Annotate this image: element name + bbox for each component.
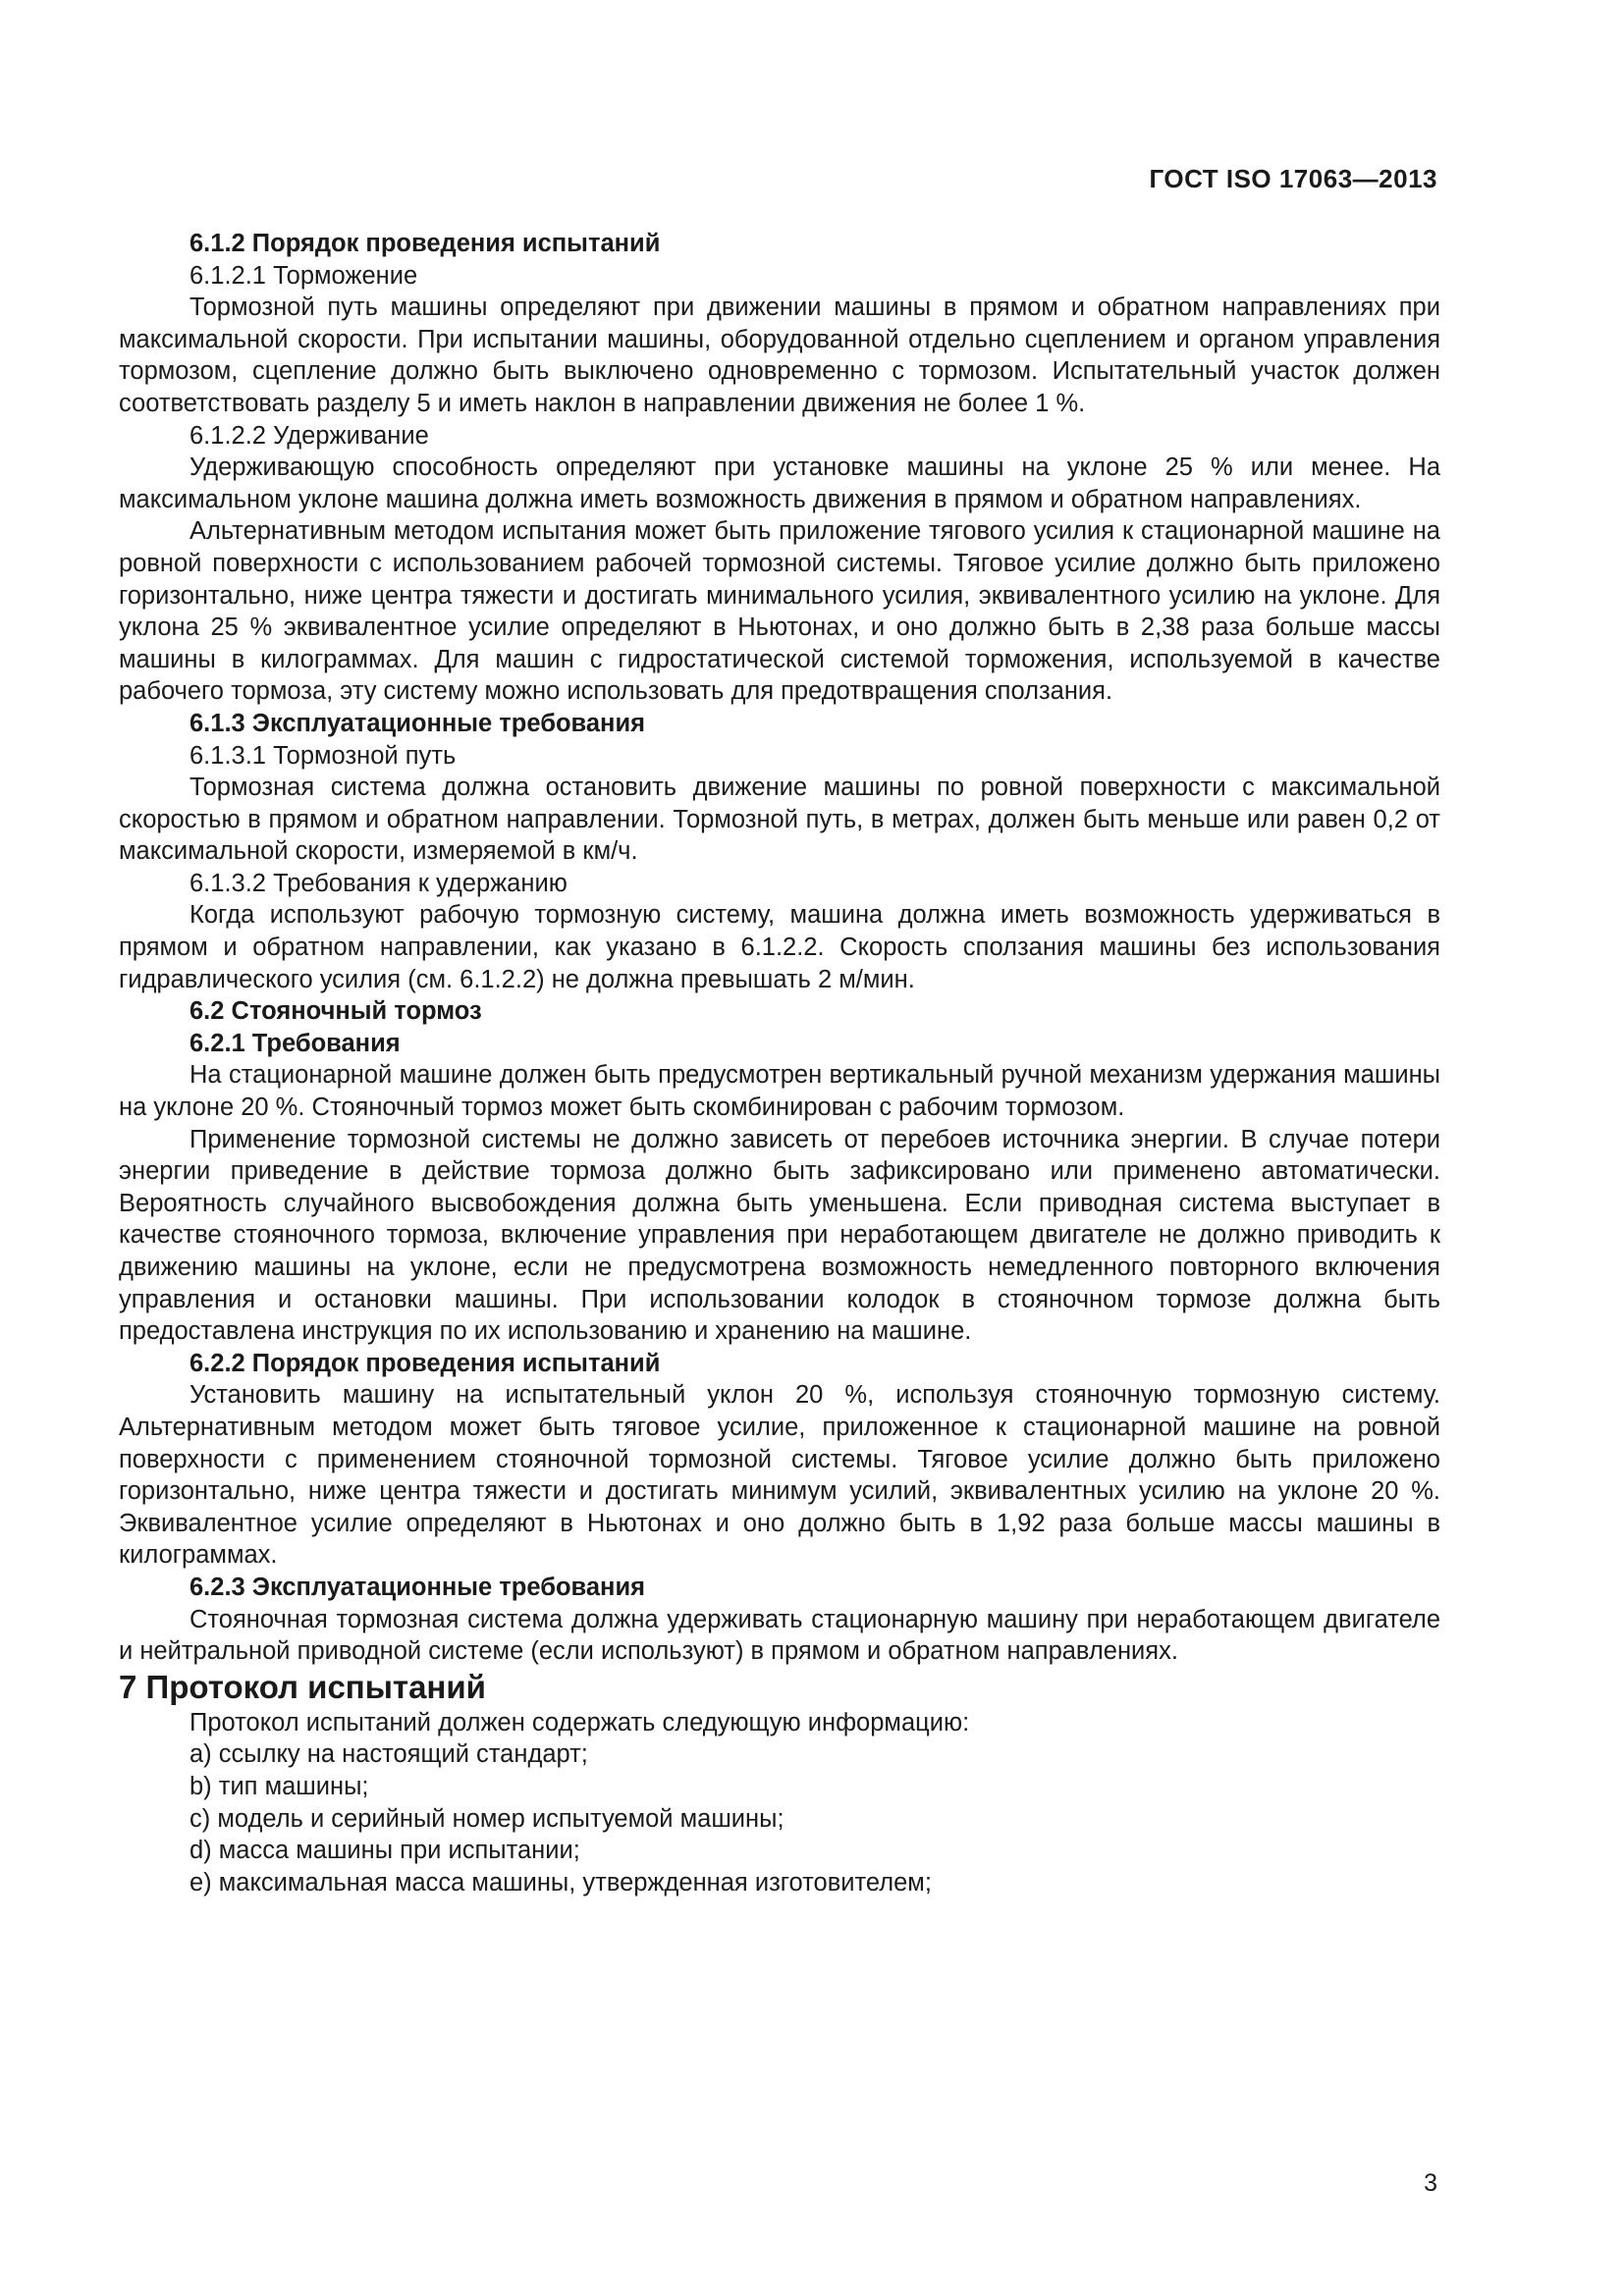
document-code-header: ГОСТ ISO 17063—2013 (1149, 164, 1437, 193)
heading-6-2: 6.2 Стояночный тормоз (189, 997, 482, 1026)
heading-6-1-3: 6.1.3 Эксплуатационные требования (189, 709, 646, 737)
subheading-6-1-2-1: 6.1.2.1 Торможение (189, 261, 418, 290)
section-heading-7: 7 Протокол испытаний (119, 1668, 486, 1705)
list-item: e) максимальная масса машины, утвержденная изготовителем; (189, 1868, 932, 1896)
heading-6-2-1: 6.2.1 Требования (189, 1029, 401, 1057)
heading-6-2-2: 6.2.2 Порядок проведения испытаний (189, 1349, 661, 1377)
list-item: b) тип машины; (189, 1772, 369, 1800)
paragraph-energy-loss: Применение тормозной системы не должно зависеть от перебоев источника энергии. В случае потери энергии приведение в действие тормоза должно быть зафиксировано или применено автоматически. Вероятность случайного высвобождения должна быть уменьшена. Если приводная система выступает в качестве стояночного тормоза, включение управления при неработающем двигателе не должно приводить к движению машины на уклоне, если не предусмотрена возможность немедленного повторного включения управления и остановки машины. При использовании колодок в стояночном тормозе должна быть предоставлена инструкция по их использованию и хранению на машине. (119, 1125, 1440, 1346)
paragraph-parking-mechanism: На стационарной машине должен быть предусмотрен вертикальный ручной механизм удержания машины на уклоне 20 %. Стояночный тормоз может быть скомбинирован с рабочим тормозом. (119, 1061, 1440, 1122)
paragraph-braking-distance: Тормозная система должна остановить движение машины по ровной поверхности с максимальной скоростью в прямом и обратном направлении. Тормозной путь, в метрах, должен быть меньше или равен 0,2 от максимальной скорости, измеряемой в км/ч. (119, 774, 1440, 866)
page-number: 3 (1424, 2169, 1437, 2197)
paragraph-report-intro: Протокол испытаний должен содержать следующую информацию: (189, 1708, 970, 1736)
paragraph-alternative-method: Альтернативным методом испытания может быть приложение тягового усилия к стационарной машине на ровной поверхности с использованием рабочей тормозной системы. Тяговое усилие должно быть приложено горизонтально, ниже центра тяжести и достигать минимального усилия, эквивалентного усилию на уклоне. Для уклона 25 % эквивалентное усилие определяют в Ньютонах, и оно должно быть в 2,38 раза больше массы машины в килограммах. Для машин с гидростатической системой торможения, используемой в качестве рабочего тормоза, эту систему можно использовать для предотвращения сползания. (119, 517, 1440, 706)
paragraph-holding: Удерживающую способность определяют при установке машины на уклоне 25 % или менее. На максимальном уклоне машина должна иметь возможность движения в прямом и обратном направлениях. (119, 454, 1440, 513)
paragraph-parking-test: Установить машину на испытательный уклон 20 %, используя стояночную тормозную систему. Альтернативным методом может быть тяговое усилие, приложенное к стационарной машине на ровной поверхности с применением стояночной тормозной системы. Тяговое усилие должно быть приложено горизонтально, ниже центра тяжести и достигать минимум усилий, эквивалентных усилию на уклоне 20 %. Эквивалентное усилие определяют в Ньютонах и оно должно быть в 1,92 раза больше массы машины в килограммах. (119, 1381, 1440, 1570)
document-body (119, 228, 1440, 1898)
list-item: a) ссылку на настоящий стандарт; (189, 1740, 588, 1769)
paragraph-holding-requirements: Когда используют рабочую тормозную систему, машина должна иметь возможность удерживаться в прямом и обратном направлении, как указано в 6.1.2.2. Скорость сползания машины без использования гидравлического усилия (см. 6.1.2.2) не должна превышать 2 м/мин. (119, 901, 1440, 993)
subheading-6-1-3-2: 6.1.3.2 Требования к удержанию (189, 869, 568, 897)
paragraph-braking: Тормозной путь машины определяют при движении машины в прямом и обратном направлениях при максимальной скорости. При испытании машины, оборудованной отдельно сцеплением и органом управления тормозом, сцепление должно быть выключено одновременно с тормозом. Испытательный участок должен соответствовать разделу 5 и иметь наклон в направлении движения не более 1 %. (119, 294, 1440, 417)
paragraph-parking-performance: Стояночная тормозная система должна удерживать стационарную машину при неработающем двигателе и нейтральной приводной системе (если используют) в прямом и обратном направлениях. (119, 1605, 1440, 1666)
heading-6-2-3: 6.2.3 Эксплуатационные требования (189, 1573, 646, 1601)
subheading-6-1-3-1: 6.1.3.1 Тормозной путь (189, 741, 457, 770)
list-item: d) масса машины при испытании; (189, 1837, 580, 1865)
heading-6-1-2: 6.1.2 Порядок проведения испытаний (189, 230, 661, 257)
subheading-6-1-2-2: 6.1.2.2 Удерживание (189, 421, 429, 450)
list-item: c) модель и серийный номер испытуемой машины; (189, 1804, 784, 1833)
